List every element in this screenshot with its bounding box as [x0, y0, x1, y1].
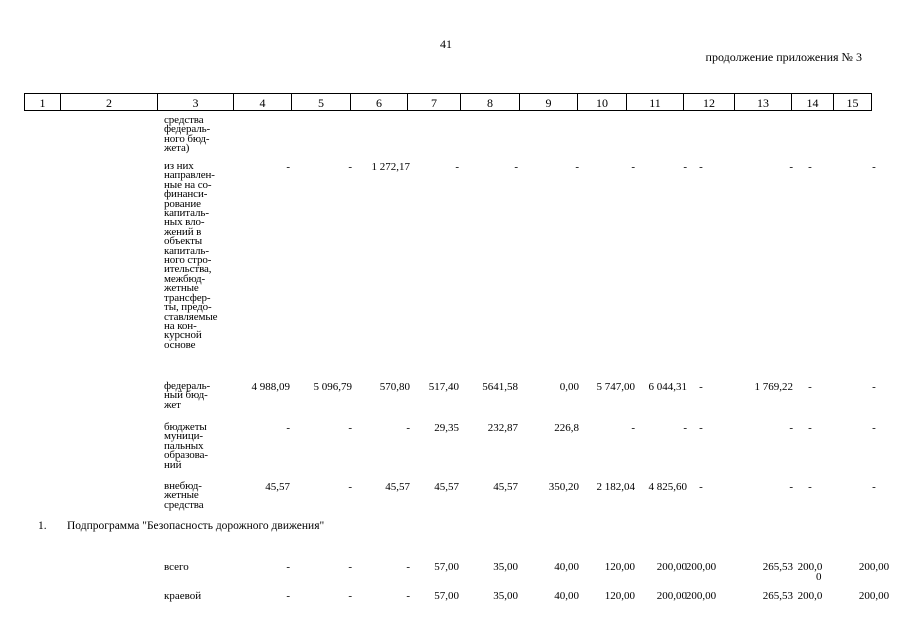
column-header: 6	[351, 94, 408, 111]
cell-value: 35,00	[493, 561, 518, 573]
cell-value: -	[872, 481, 876, 493]
cell-value: 40,00	[554, 590, 579, 602]
cell-value: 2 182,04	[596, 481, 635, 493]
cell-value: 200,00	[858, 561, 890, 573]
cell-value: 200,00	[685, 590, 717, 602]
column-header: 15	[834, 94, 872, 111]
row-label-line: федераль-	[164, 123, 211, 136]
row-label-line: муници-	[164, 430, 203, 443]
row-label-line: жет	[164, 398, 181, 411]
cell-value: 6 044,31	[648, 381, 687, 393]
cell-value: -	[789, 481, 793, 493]
row-label	[164, 116, 210, 154]
cell-value: -	[348, 561, 352, 573]
cell-value: 40,00	[554, 561, 579, 573]
cell-value: -	[455, 161, 459, 173]
column-header: 8	[461, 94, 520, 111]
cell-value: 265,53	[762, 590, 793, 602]
row-label-line: жетные	[164, 282, 199, 295]
row-label-line: ний	[164, 458, 182, 471]
sub-row-label: всего	[164, 561, 189, 573]
cell-value: -	[789, 422, 793, 434]
cell-value: 265,53	[762, 561, 793, 573]
row-label-line: жетные	[164, 489, 199, 502]
cell-value: -	[348, 422, 352, 434]
cell-value: 200,0	[797, 590, 823, 602]
cell-value: 5641,58	[482, 381, 518, 393]
cell-value: -	[808, 161, 812, 173]
cell-value: 200,00	[685, 561, 717, 573]
cell-value: 45,57	[434, 481, 459, 493]
row-label-line: капиталь-	[164, 244, 209, 257]
cell-value: -	[789, 161, 793, 173]
cell-value: 120,00	[604, 561, 635, 573]
row-label-line: образова-	[164, 449, 208, 462]
row-label-line: пальных	[164, 439, 204, 452]
cell-value: -	[872, 381, 876, 393]
cell-value: 45,57	[385, 481, 410, 493]
cell-value: -	[699, 161, 703, 173]
row-label-line: ного бюд-	[164, 132, 210, 145]
cell-value: -	[406, 561, 410, 573]
row-label-line: внебюд-	[164, 480, 202, 492]
row-label-line: средства	[164, 114, 204, 126]
column-header: 5	[292, 94, 351, 111]
row-label-line: рование	[164, 197, 201, 210]
cell-value: 570,80	[379, 381, 410, 393]
column-header: 13	[735, 94, 792, 111]
cell-value: 232,87	[487, 422, 518, 434]
cell-value: -	[808, 381, 812, 393]
row-label	[164, 162, 217, 350]
row-label-line: направлен-	[164, 169, 215, 182]
column-header: 3	[158, 94, 234, 111]
cell-value: 0,00	[559, 381, 579, 393]
row-label-line: объекты	[164, 235, 203, 248]
cell-value: 200,0	[797, 561, 823, 573]
cell-value: 200,00	[858, 590, 890, 602]
column-header: 4	[234, 94, 292, 111]
cell-value: -	[808, 422, 812, 434]
cell-value: -	[286, 422, 290, 434]
cell-value: 29,35	[434, 422, 459, 434]
row-label-line: ительства,	[164, 263, 212, 276]
cell-value: 45,57	[493, 481, 518, 493]
cell-value: -	[683, 422, 687, 434]
row-label-line: на кон-	[164, 319, 197, 332]
cell-value-wrap: 0	[816, 571, 822, 583]
page-number: 41	[440, 37, 452, 51]
cell-value: 57,00	[434, 590, 459, 602]
column-header: 1	[25, 94, 61, 111]
row-label-line: ставляемые	[164, 310, 218, 323]
sub-row-label: краевой	[164, 590, 202, 602]
cell-value: -	[631, 161, 635, 173]
row-label	[164, 482, 204, 510]
cell-value: -	[575, 161, 579, 173]
cell-value: 57,00	[434, 561, 459, 573]
cell-value: -	[683, 161, 687, 173]
cell-value: -	[699, 481, 703, 493]
column-header: 14	[792, 94, 834, 111]
cell-value: 200,00	[656, 561, 687, 573]
cell-value: -	[631, 422, 635, 434]
column-header: 7	[408, 94, 461, 111]
cell-value: -	[286, 161, 290, 173]
column-header: 11	[627, 94, 684, 111]
cell-value: -	[286, 590, 290, 602]
cell-value: 5 747,00	[596, 381, 635, 393]
cell-value: 1 769,22	[754, 381, 793, 393]
row-label-line: ного стро-	[164, 254, 212, 267]
row-label-line: бюджеты	[164, 421, 207, 433]
subprogram-number: 1.	[38, 520, 47, 532]
row-label-line: федераль-	[164, 380, 211, 392]
cell-value: 517,40	[428, 381, 459, 393]
row-label-line: ты, предо-	[164, 301, 212, 314]
cell-value: 4 825,60	[648, 481, 687, 493]
cell-value: 200,00	[656, 590, 687, 602]
row-label-line: трансфер-	[164, 291, 211, 304]
row-label-line: курсной	[164, 329, 202, 342]
row-label-line: ный бюд-	[164, 389, 208, 402]
row-label	[164, 423, 208, 470]
row-label-line: ные на со-	[164, 178, 212, 191]
cell-value: 350,20	[548, 481, 579, 493]
cell-value: 35,00	[493, 590, 518, 602]
column-header: 9	[520, 94, 578, 111]
cell-value: -	[348, 481, 352, 493]
cell-value: -	[406, 422, 410, 434]
cell-value: 5 096,79	[313, 381, 352, 393]
column-header-table	[24, 93, 872, 111]
row-label-line: финанси-	[164, 188, 208, 201]
row-label-line: жета)	[164, 142, 190, 155]
row-label-line: капиталь-	[164, 207, 209, 220]
row-label	[164, 382, 210, 410]
cell-value: -	[872, 161, 876, 173]
row-label-line: жений в	[164, 225, 202, 238]
row-label-line: средства	[164, 498, 204, 511]
row-label-line: из них	[164, 160, 194, 172]
cell-value: -	[872, 422, 876, 434]
subprogram-title: Подпрограмма "Безопасность дорожного движения"	[67, 520, 325, 532]
column-header: 2	[61, 94, 158, 111]
row-label-line: основе	[164, 338, 196, 351]
column-header: 10	[578, 94, 627, 111]
cell-value: 120,00	[604, 590, 635, 602]
row-label-line: межбюд-	[164, 272, 206, 285]
cell-value: -	[286, 561, 290, 573]
appendix-continuation: продолжение приложения № 3	[705, 50, 862, 64]
cell-value: -	[348, 590, 352, 602]
cell-value: 4 988,09	[251, 381, 290, 393]
column-header: 12	[684, 94, 735, 111]
cell-value: -	[514, 161, 518, 173]
cell-value: 45,57	[265, 481, 290, 493]
cell-value: 226,8	[554, 422, 579, 434]
cell-value: -	[808, 481, 812, 493]
cell-value: -	[348, 161, 352, 173]
row-label-line: ных вло-	[164, 216, 205, 229]
cell-value: -	[699, 422, 703, 434]
cell-value: -	[699, 381, 703, 393]
cell-value: 1 272,17	[371, 161, 410, 173]
cell-value: -	[406, 590, 410, 602]
